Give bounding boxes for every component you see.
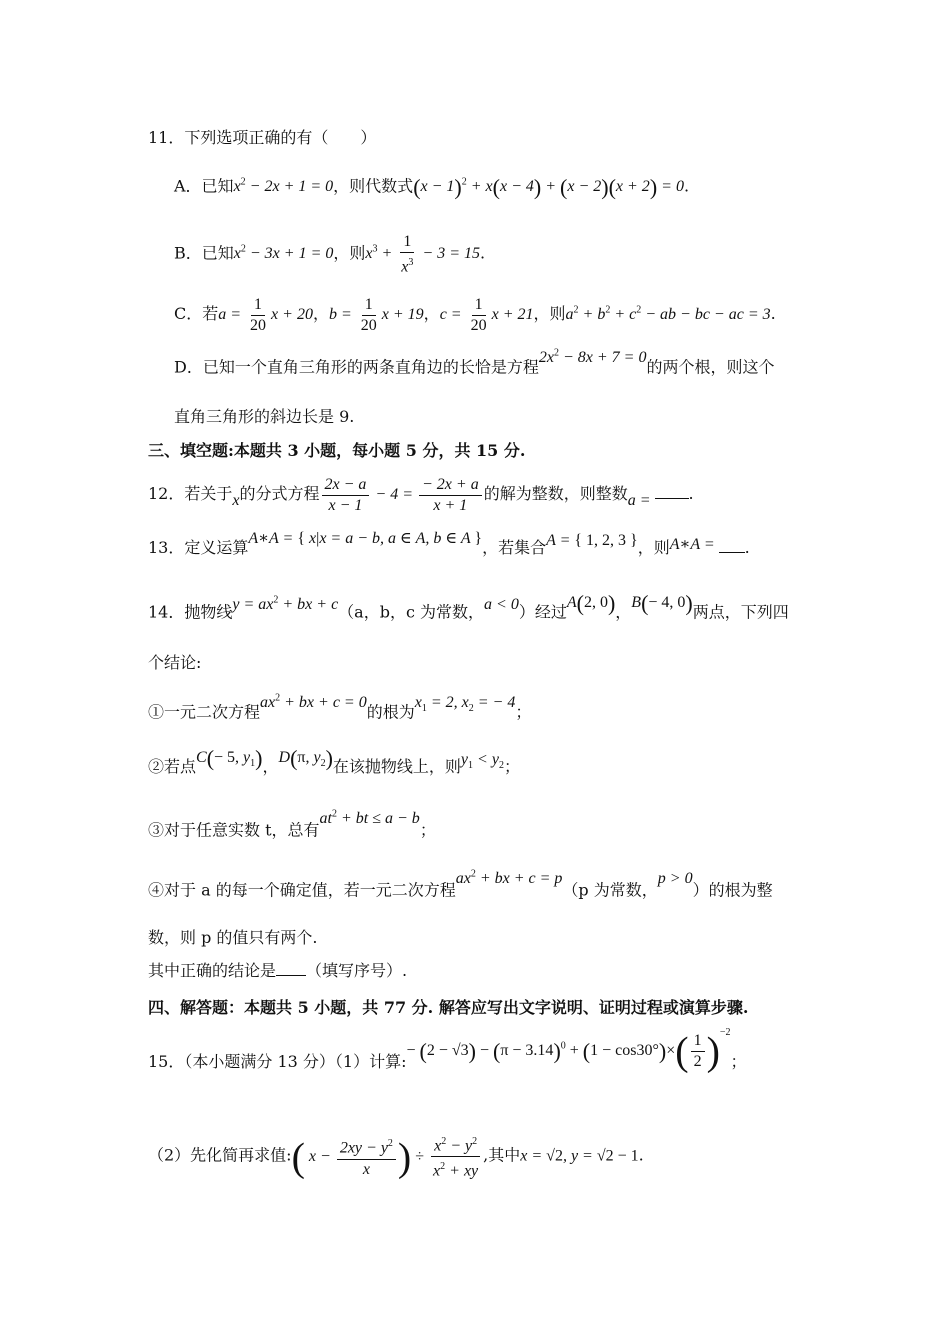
- q13-suffix: ，则: [637, 538, 670, 557]
- option-d-prefix: D．已知一个直角三角形的两条直角边的长恰是方程: [174, 357, 539, 377]
- q13-definition: A∗A = { x|x = a − b, a ∈ A, b ∈ A }: [248, 530, 483, 547]
- q12-answer: a =: [627, 492, 655, 510]
- conclusion-1-mid: 的根为: [366, 702, 415, 722]
- q15-part1: 15．（本小题满分 13 分）（1）计算:− $(2 - √3) - (\pi - 3.14)^0 + (1 - \cos 30^\circ)\times$( $\frac{1}{2}$ )$^{-2}$；: [148, 1026, 747, 1074]
- option-a-mid: ，则代数式: [333, 176, 414, 196]
- conclusion-3-inequality: $at^2$ + bt ≤ a − b: [319, 809, 420, 828]
- q14-parabola: $y = ax^2$ + bx + c: [232, 595, 339, 614]
- q15-part2-values: x = √2, y = √2 − 1: [520, 1147, 639, 1165]
- conclusion-2-prefix: ②若点: [148, 757, 197, 776]
- conclusion-2-inequality: $y_1 < y_2$: [460, 751, 504, 772]
- q12-var-x: x: [232, 492, 240, 510]
- option-c-a: a = $\frac{1}{20}$ x + 20: [218, 296, 313, 334]
- q13-mid: ，若集合: [482, 538, 547, 557]
- conclusion-4-prefix: ④对于 a 的每一个确定值，若一元二次方程: [148, 880, 456, 900]
- option-c-prefix: C．若: [174, 304, 219, 324]
- conclusion-1-equation: $ax^2$ + bx + c = 0: [260, 693, 367, 712]
- q11-stem: 11．下列选项正确的有（ ）: [148, 128, 377, 147]
- q11-option-b: B．已知$x^2 - 3x + 1 = 0$，则$x^3$ + $\frac{1}{x^3}$ − 3 = 15.: [174, 233, 486, 276]
- q14-conclusion-4: [148, 869, 773, 902]
- q11-option-d: [174, 348, 775, 379]
- q14-ask-suffix: （填写序号）.: [306, 961, 408, 980]
- q14-ask: [148, 960, 407, 982]
- option-b-equation: $x^2 - 3x + 1 = 0$: [233, 244, 334, 263]
- conclusion-3-prefix: ③对于任意实数 t，总有: [148, 820, 320, 840]
- option-d-equation: $2x^2 - 8x + 7 = 0$: [538, 348, 647, 367]
- q13-set: A = { 1, 2, 3 }: [546, 532, 638, 549]
- conclusion-2-point-d: D(π, $y_2$): [278, 745, 333, 771]
- q12-blank: [655, 484, 689, 499]
- conclusion-4-suffix: ）的根为整: [692, 880, 773, 900]
- q12: 12．若关于x的分式方程 $\frac{2x - a}{x - 1}$ − 4 = $\frac{- 2x + a}{x + 1}$ 的解为整数，则整数a = .: [148, 476, 694, 514]
- q15-part2-prefix: （2）先化简再求值:: [148, 1145, 292, 1165]
- q15-prefix: 15．（本小题满分 13 分）（1）计算:: [148, 1052, 407, 1072]
- q14: 14．抛物线$y = ax^2$ + bx + c（a，b，c 为常数，a < 0）经过A(2, 0)，B(− 4, 0)两点，下列四: [148, 590, 789, 622]
- option-a-expression: $(x - 1)^2 + x(x - 4) + (x - 2)(x + 2) = 0$: [413, 174, 684, 200]
- q14-mid2: ）经过: [518, 602, 567, 622]
- option-b-mid: ，则: [333, 243, 366, 263]
- section-3-heading: 三、填空题:本题共 3 小题，每小题 5 分，共 15 分.: [148, 441, 526, 460]
- option-c-c: c = $\frac{1}{20}$ x + 21: [439, 296, 534, 334]
- option-a-equation: $x^2 - 2x + 1 = 0$: [233, 177, 334, 196]
- q14-point-b: B(− 4, 0): [631, 590, 693, 616]
- q14-a-negative: a < 0: [484, 596, 519, 614]
- section-4-heading: 四、解答题：本题共 5 小题，共 77 分. 解答应写出文字说明、证明过程或演算步骤.: [148, 998, 749, 1017]
- q14-conclusion-3: ③对于任意实数 t，总有$at^2$ + bt ≤ a − b；: [148, 809, 436, 840]
- conclusion-1-prefix: ①一元二次方程: [148, 702, 261, 722]
- q13-blank: [719, 538, 745, 553]
- option-b-prefix: B．已知: [174, 243, 234, 263]
- conclusion-4-p-positive: p > 0: [657, 870, 693, 888]
- q14-conclusion-2: ②若点C(− 5, $y_1$)，D(π, $y_2$)在该抛物线上，则$y_1 < y_2$；: [148, 745, 520, 776]
- conclusion-2-point-c: C(− 5, $y_1$): [196, 745, 263, 771]
- q14-conclusion-1: ①一元二次方程$ax^2$ + bx + c = 0的根为$x_1 = 2$, $x_2$ = − 4；: [148, 693, 532, 722]
- q12-suffix: 的解为整数，则整数: [483, 484, 628, 504]
- q14-prefix: 14．抛物线: [148, 602, 233, 622]
- q13: 13．定义运算A∗A = { x|x = a − b, a ∈ A, b ∈ A }，若集合A = { 1, 2, 3 }，则A∗A = .: [148, 530, 750, 557]
- q14-ask-prefix: 其中正确的结论是: [148, 961, 277, 980]
- option-a-prefix: A．已知: [174, 176, 234, 196]
- q15-expression: − $(2 - √3) - (\pi - 3.14)^0 + (1 - \cos 30^\circ)\times$( $\frac{1}{2}$ )$^{-2}$: [406, 1026, 731, 1074]
- q12-prefix: 12．若关于: [148, 484, 233, 504]
- q14-blank: [276, 961, 306, 976]
- conclusion-2-mid: 在该抛物线上，则: [332, 757, 461, 776]
- option-d-suffix: 的两个根，则这个: [646, 357, 775, 377]
- option-c-mid: ，则: [533, 304, 566, 324]
- q14-line2: 个结论:: [148, 653, 202, 672]
- q14-conclusion-4-line2: 数，则 p 的值只有两个.: [148, 928, 318, 947]
- q15-part2: （2）先化简再求值:( x − $\frac{2xy - y^2}{x}$ ) ÷ $\frac{x^2 - y^2}{x^2 + xy}$ ,其中x = √2, y = √2 − 1.: [148, 1133, 644, 1180]
- q14-suffix: 两点，下列四: [692, 602, 789, 622]
- q15-part2-mid: 其中: [488, 1145, 521, 1165]
- q14-point-a: A(2, 0): [566, 590, 616, 616]
- conclusion-4-mid: （p 为常数，: [562, 880, 658, 900]
- q12-mid: 的分式方程: [239, 484, 320, 504]
- q11-option-a: A．已知$x^2 - 2x + 1 = 0$，则代数式$(x - 1)^2 + x(x - 4) + (x - 2)(x + 2) = 0$.: [174, 174, 690, 200]
- option-c-expression: $a^2 + b^2 + c^2$ − ab − bc − ac = 3: [565, 304, 771, 324]
- q15-part2-expression: ( x − $\frac{2xy - y^2}{x}$ ) ÷ $\frac{x^2 - y^2}{x^2 + xy}$: [291, 1133, 479, 1180]
- q12-equation: $\frac{2x - a}{x - 1}$ − 4 = $\frac{- 2x + a}{x + 1}$: [320, 486, 484, 503]
- q11-option-d-line2: 直角三角形的斜边长是 9.: [174, 407, 355, 426]
- q13-answer: A∗A =: [669, 536, 719, 553]
- q11-option-c: C．若a = $\frac{1}{20}$ x + 20，b = $\frac{1}{20}$ x + 19，c = $\frac{1}{20}$ x + 21，则$a^2 + b^2 + c^2$ − ab − bc − ac = 3.: [174, 296, 776, 334]
- conclusion-1-roots: $x_1 = 2$, $x_2$ = − 4: [414, 694, 516, 715]
- option-b-expression: $x^3$ + $\frac{1}{x^3}$ − 3 = 15: [365, 233, 480, 276]
- q13-prefix: 13．定义运算: [148, 538, 249, 557]
- option-c-b: b = $\frac{1}{20}$ x + 19: [328, 296, 424, 334]
- q14-mid1: （a，b，c 为常数，: [338, 602, 485, 622]
- conclusion-4-equation: $ax^2$ + bx + c = p: [455, 869, 563, 888]
